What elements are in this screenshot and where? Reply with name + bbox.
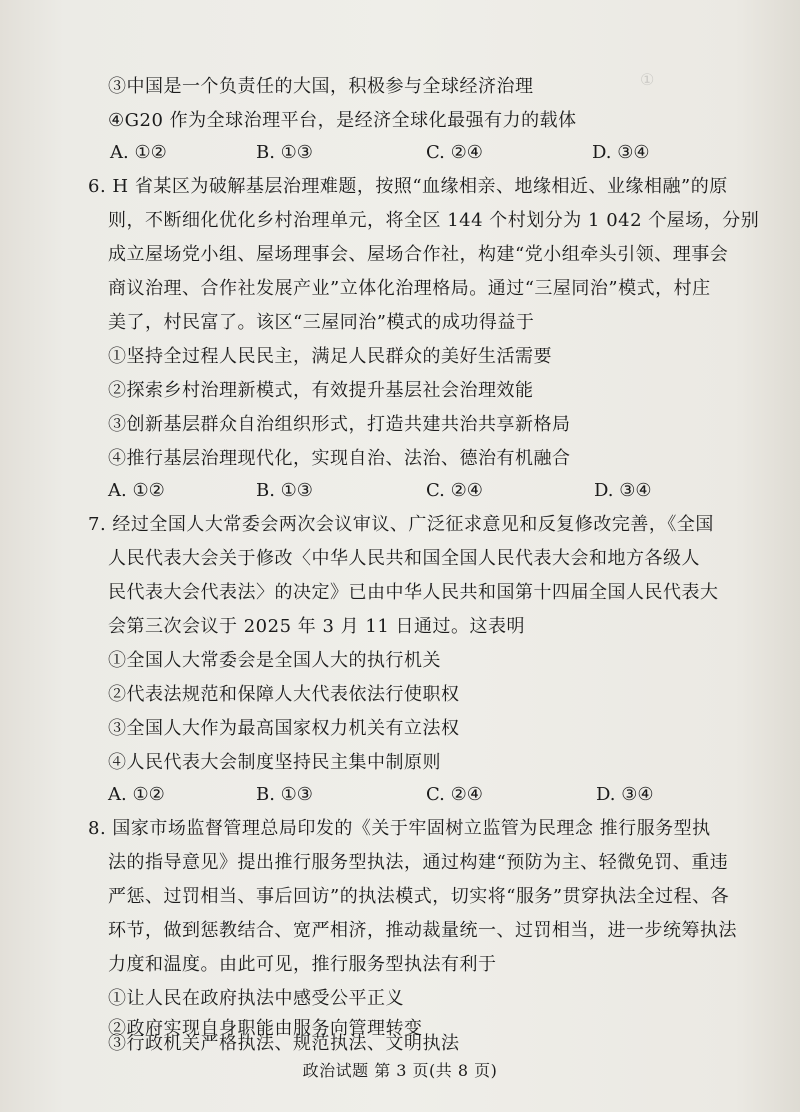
- q8-statement-3: ③行政机关严格执法、规范执法、文明执法: [108, 1033, 460, 1054]
- q7-statement-3: ③全国人大作为最高国家权力机关有立法权: [108, 718, 460, 739]
- option-b: B. ①③: [256, 480, 313, 501]
- option-d: D. ③④: [592, 142, 650, 163]
- q8-stem-line-4: 环节，做到惩教结合、宽严相济，推动裁量统一、过罚相当，进一步统筹执法: [108, 920, 737, 941]
- q8-stem-line-2: 法的指导意见》提出推行服务型执法，通过构建“预防为主、轻微免罚、重违: [108, 852, 729, 873]
- q8-statement-1: ①让人民在政府执法中感受公平正义: [108, 988, 404, 1009]
- q7-stem-line-2: 人民代表大会关于修改〈中华人民共和国全国人民代表大会和地方各级人: [108, 548, 700, 569]
- option-c: C. ②④: [426, 784, 483, 805]
- q7-stem-line-3: 民代表大会代表法〉的决定》已由中华人民共和国第十四届全国人民代表大: [108, 582, 719, 603]
- q5-statement-4: ④G20 作为全球治理平台，是经济全球化最强有力的载体: [108, 110, 577, 131]
- option-a: A. ①②: [108, 480, 165, 501]
- q8-stem-line-5: 力度和温度。由此可见，推行服务型执法有利于: [108, 954, 497, 975]
- q8-statement-2: ②政府实现自身职能由服务向管理转变: [108, 1018, 423, 1039]
- q7-stem-line-1: 7. 经过全国人大常委会两次会议审议、广泛征求意见和反复修改完善，《全国: [88, 514, 714, 535]
- q6-statement-3: ③创新基层群众自治组织形式，打造共建共治共享新格局: [108, 414, 571, 435]
- q7-statement-4: ④人民代表大会制度坚持民主集中制原则: [108, 752, 441, 773]
- q8-stem-line-1: 8. 国家市场监督管理总局印发的《关于牢固树立监管为民理念 推行服务型执: [88, 818, 711, 839]
- option-b: B. ①③: [256, 142, 313, 163]
- option-c: C. ②④: [426, 480, 483, 501]
- q8-stem-line-3: 严惩、过罚相当、事后回访”的执法模式，切实将“服务”贯穿执法全过程、各: [108, 886, 730, 907]
- bleed-through-text: ①: [640, 70, 655, 89]
- option-b: B. ①③: [256, 784, 313, 805]
- q6-statement-4: ④推行基层治理现代化，实现自治、法治、德治有机融合: [108, 448, 571, 469]
- option-d: D. ③④: [596, 784, 654, 805]
- q7-statement-1: ①全国人大常委会是全国人大的执行机关: [108, 650, 441, 671]
- option-a: A. ①②: [108, 784, 165, 805]
- page-footer: 政治试题 第 3 页(共 8 页): [302, 1061, 498, 1080]
- q6-statement-2: ②探索乡村治理新模式，有效提升基层社会治理效能: [108, 380, 534, 401]
- q6-options: [0, 474, 800, 508]
- q5-statement-3: ③中国是一个负责任的大国，积极参与全球经济治理: [108, 76, 534, 97]
- q6-stem-line-3: 成立屋场党小组、屋场理事会、屋场合作社，构建“党小组牵头引领、理事会: [108, 244, 729, 265]
- q6-stem-line-2: 则，不断细化优化乡村治理单元，将全区 144 个村划分为 1 042 个屋场，分别: [108, 210, 760, 231]
- q6-statement-1: ①坚持全过程人民民主，满足人民群众的美好生活需要: [108, 346, 552, 367]
- option-c: C. ②④: [426, 142, 483, 163]
- q7-options: [0, 778, 800, 812]
- q6-stem-line-1: 6. H 省某区为破解基层治理难题，按照“血缘相亲、地缘相近、业缘相融”的原: [88, 176, 728, 197]
- q7-stem-line-4: 会第三次会议于 2025 年 3 月 11 日通过。这表明: [108, 616, 525, 637]
- q7-statement-2: ②代表法规范和保障人大代表依法行使职权: [108, 684, 460, 705]
- option-a: A. ①②: [110, 142, 167, 163]
- q6-stem-line-5: 美了，村民富了。该区“三屋同治”模式的成功得益于: [108, 312, 535, 333]
- q6-stem-line-4: 商议治理、合作社发展产业”立体化治理格局。通过“三屋同治”模式，村庄: [108, 278, 711, 299]
- q5-options: [0, 136, 800, 170]
- option-d: D. ③④: [594, 480, 652, 501]
